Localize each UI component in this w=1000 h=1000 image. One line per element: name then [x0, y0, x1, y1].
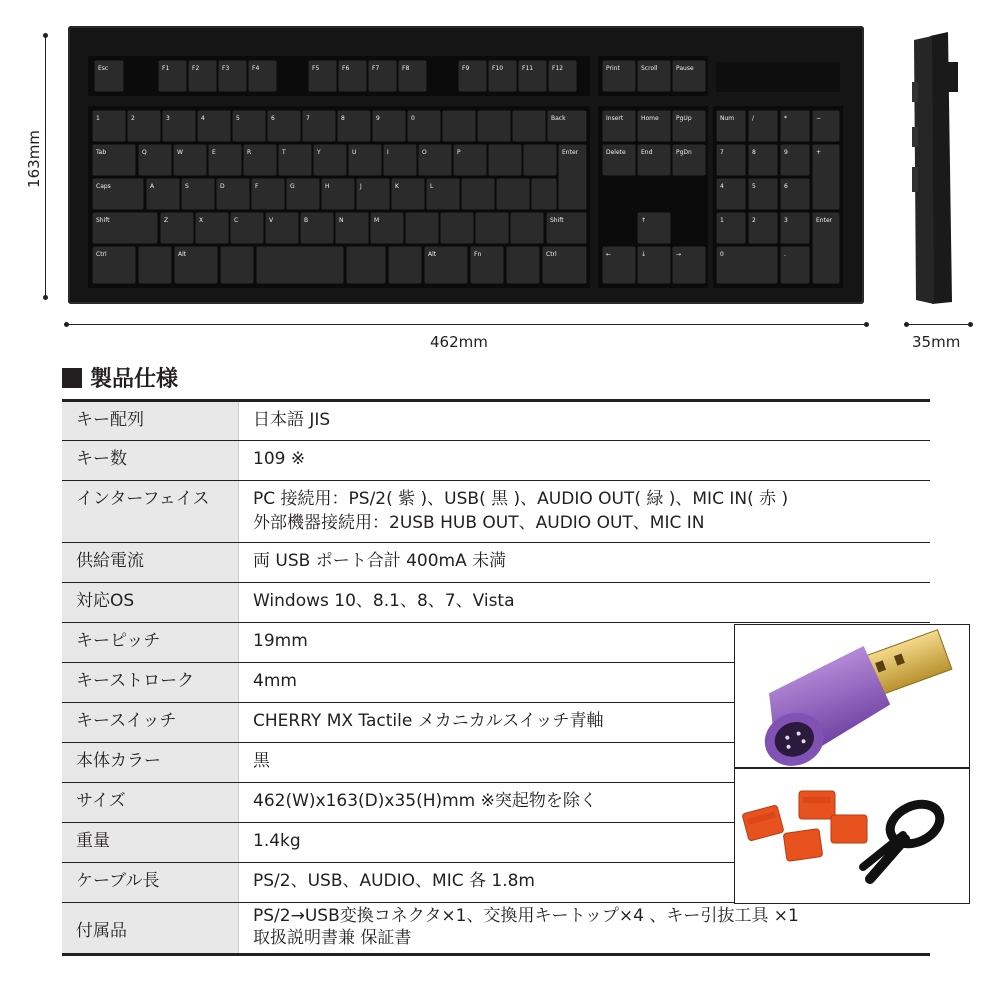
key-label: G: [290, 183, 295, 190]
spec-label: 付属品: [62, 903, 239, 955]
key-label: H: [325, 183, 330, 190]
key-muhenkan: [220, 246, 254, 284]
key-label: Pause: [676, 65, 694, 72]
key-row1: [512, 110, 546, 142]
spec-row: [62, 481, 930, 543]
key-label: PgUp: [676, 115, 692, 122]
key-label: −: [816, 115, 822, 122]
key-label: 9: [376, 115, 380, 122]
spec-value: [239, 583, 931, 623]
key-label: ↑: [641, 217, 647, 224]
key: [440, 212, 474, 244]
spec-label: 本体カラー: [62, 743, 239, 783]
key-label: ←: [606, 251, 612, 258]
key-label: Y: [317, 149, 321, 156]
spec-value-line: PS/2、USB、AUDIO、MIC 各 1.8m: [253, 871, 535, 891]
key-label: N: [339, 217, 344, 224]
spec-value-line: 両 USB ポート合計 400mA 未満: [253, 551, 507, 571]
key-label: O: [422, 149, 427, 156]
key-label: X: [199, 217, 204, 224]
spec-value-line: PC 接続用：PS/2( 紫 )、USB( 黒 )、AUDIO OUT( 緑 )、MIC IN( 赤 ): [253, 489, 789, 509]
key-label: →: [676, 251, 682, 258]
key-label: Num: [720, 115, 735, 122]
spec-label: キー配列: [62, 401, 239, 441]
keyboard-side-image: [912, 32, 962, 304]
key-label: F7: [372, 65, 380, 72]
key-label: Shift: [96, 217, 110, 224]
key-label: F10: [492, 65, 504, 72]
key-label: R: [247, 149, 252, 156]
key-label: F4: [252, 65, 260, 72]
key-label: Fn: [474, 251, 482, 258]
spec-label: キーピッチ: [62, 623, 239, 663]
key-label: 0: [720, 251, 724, 258]
spec-label: 供給電流: [62, 543, 239, 583]
spec-value-line: Windows 10、8.1、8、7、Vista: [253, 591, 515, 611]
key-label: 5: [236, 115, 240, 122]
key-label: I: [387, 149, 389, 156]
spec-row: [62, 543, 930, 583]
depth-dim-line: [45, 36, 46, 298]
key-label: 0: [411, 115, 415, 122]
key-label: Ctrl: [546, 251, 557, 258]
key-label: /: [752, 115, 755, 122]
key-label: 3: [784, 217, 788, 224]
adapter-photo: [734, 624, 970, 768]
key-label: Caps: [96, 183, 111, 190]
key-label: F2: [192, 65, 200, 72]
spec-value-line: 黒: [253, 751, 270, 771]
key-label: F3: [222, 65, 230, 72]
key: [510, 212, 544, 244]
key-label: W: [177, 149, 183, 156]
key-label: *: [784, 115, 787, 122]
key-num0: [716, 246, 778, 284]
spec-row: [62, 903, 930, 955]
key-label: A: [150, 183, 155, 190]
key-label: ↓: [641, 251, 647, 258]
key-label: 5: [752, 183, 756, 190]
key-label: K: [395, 183, 399, 190]
spec-value: [239, 903, 931, 955]
key: [461, 178, 495, 210]
key-label: 6: [271, 115, 275, 122]
key-label: D: [220, 183, 225, 190]
key-label: 3: [166, 115, 170, 122]
key: [475, 212, 509, 244]
key-menu: [506, 246, 540, 284]
key: [405, 212, 439, 244]
height-dim-line: [906, 324, 972, 325]
key: [523, 144, 557, 176]
key-label: U: [352, 149, 357, 156]
key-label: Q: [142, 149, 147, 156]
key-label: Print: [606, 65, 620, 72]
key-label: End: [641, 149, 653, 156]
key-label: E: [212, 149, 216, 156]
key-label: F5: [312, 65, 320, 72]
key-label: 4: [720, 183, 724, 190]
key-row1: [442, 110, 476, 142]
accessories-photo: [734, 768, 970, 904]
key-label: 1: [96, 115, 100, 122]
spec-value: [239, 543, 931, 583]
spec-value-line: 4mm: [253, 671, 297, 691]
key-label: Back: [551, 115, 566, 122]
key-space: [256, 246, 344, 284]
keyboard-keys: [88, 56, 843, 288]
key-label: F11: [522, 65, 534, 72]
key-label: C: [234, 217, 239, 224]
width-label: 462mm: [430, 333, 488, 351]
key-row1: [477, 110, 511, 142]
led-panel: [716, 62, 840, 92]
spec-value-line: 外部機器接続用：2USB HUB OUT、AUDIO OUT、MIC IN: [253, 513, 705, 533]
spec-heading: 製品仕様: [62, 362, 178, 393]
key-label: Shift: [550, 217, 564, 224]
spec-label: サイズ: [62, 783, 239, 823]
spec-label: キースイッチ: [62, 703, 239, 743]
key-label: F: [255, 183, 259, 190]
spec-value-line: CHERRY MX Tactile メカニカルスイッチ青軸: [253, 711, 604, 731]
key-label: M: [374, 217, 380, 224]
key-label: 2: [752, 217, 756, 224]
key-label: +: [816, 149, 822, 156]
key-label: F8: [402, 65, 410, 72]
key-label: PgDn: [676, 149, 692, 156]
key: [488, 144, 522, 176]
spec-value-line: 日本語 JIS: [253, 410, 331, 430]
key-label: Alt: [178, 251, 187, 258]
spec-value: [239, 481, 931, 543]
key-label: T: [282, 149, 286, 156]
key-kana: [388, 246, 422, 284]
key-label: 8: [752, 149, 756, 156]
heading-square-icon: [62, 368, 82, 388]
key: [531, 178, 557, 210]
key-label: V: [269, 217, 274, 224]
spec-row: [62, 441, 930, 481]
spec-row: [62, 401, 930, 441]
key-label: Z: [164, 217, 169, 224]
key-label: P: [457, 149, 461, 156]
key-label: Alt: [428, 251, 437, 258]
spec-value-line: 1.4kg: [253, 831, 301, 851]
key-label: Scroll: [641, 65, 658, 72]
spec-value-line: PS/2→USB変換コネクタ×1、交換用キートップ×4 、キー引抜工具 ×1: [253, 906, 799, 926]
key: [496, 178, 530, 210]
key-label: 9: [784, 149, 788, 156]
key-label: 6: [784, 183, 788, 190]
width-dim-line: [66, 324, 868, 325]
height-label: 35mm: [912, 333, 961, 351]
spec-label: 対応OS: [62, 583, 239, 623]
spec-value: [239, 441, 931, 481]
key-label: 7: [306, 115, 310, 122]
key-label: Esc: [98, 65, 109, 72]
key-label: Home: [641, 115, 659, 122]
key-label: L: [430, 183, 434, 190]
spec-label: キー数: [62, 441, 239, 481]
spec-value-line: 109 ※: [253, 449, 306, 469]
key-label: J: [360, 183, 362, 190]
spec-value-line: 19mm: [253, 631, 308, 651]
key-label: 4: [201, 115, 205, 122]
key-win: [138, 246, 172, 284]
key-label: F6: [342, 65, 350, 72]
key-label: 7: [720, 149, 724, 156]
spec-value: [239, 401, 931, 441]
spec-value-line: 取扱説明書兼 保証書: [253, 928, 412, 948]
depth-label: 163mm: [25, 130, 43, 188]
key-label: .: [784, 251, 786, 258]
key-label: Enter: [816, 217, 833, 224]
key-label: B: [304, 217, 309, 224]
keyboard-top-image: [68, 26, 864, 304]
key-label: 1: [720, 217, 724, 224]
key-label: 2: [131, 115, 135, 122]
key-label: Enter: [562, 149, 579, 156]
spec-label: 重量: [62, 823, 239, 863]
key-label: 8: [341, 115, 345, 122]
key-label: F1: [162, 65, 170, 72]
spec-label: キーストローク: [62, 663, 239, 703]
spec-row: [62, 583, 930, 623]
spec-label: ケーブル長: [62, 863, 239, 903]
spec-label: インターフェイス: [62, 481, 239, 543]
key-label: S: [185, 183, 189, 190]
key-label: F12: [552, 65, 564, 72]
key-henkan: [346, 246, 386, 284]
key-label: Delete: [606, 149, 626, 156]
spec-value-line: 462(W)x163(D)x35(H)mm ※突起物を除く: [253, 791, 597, 811]
key-label: F9: [462, 65, 470, 72]
key-label: Tab: [96, 149, 107, 156]
key-label: Ctrl: [96, 251, 107, 258]
key-label: Insert: [606, 115, 624, 122]
